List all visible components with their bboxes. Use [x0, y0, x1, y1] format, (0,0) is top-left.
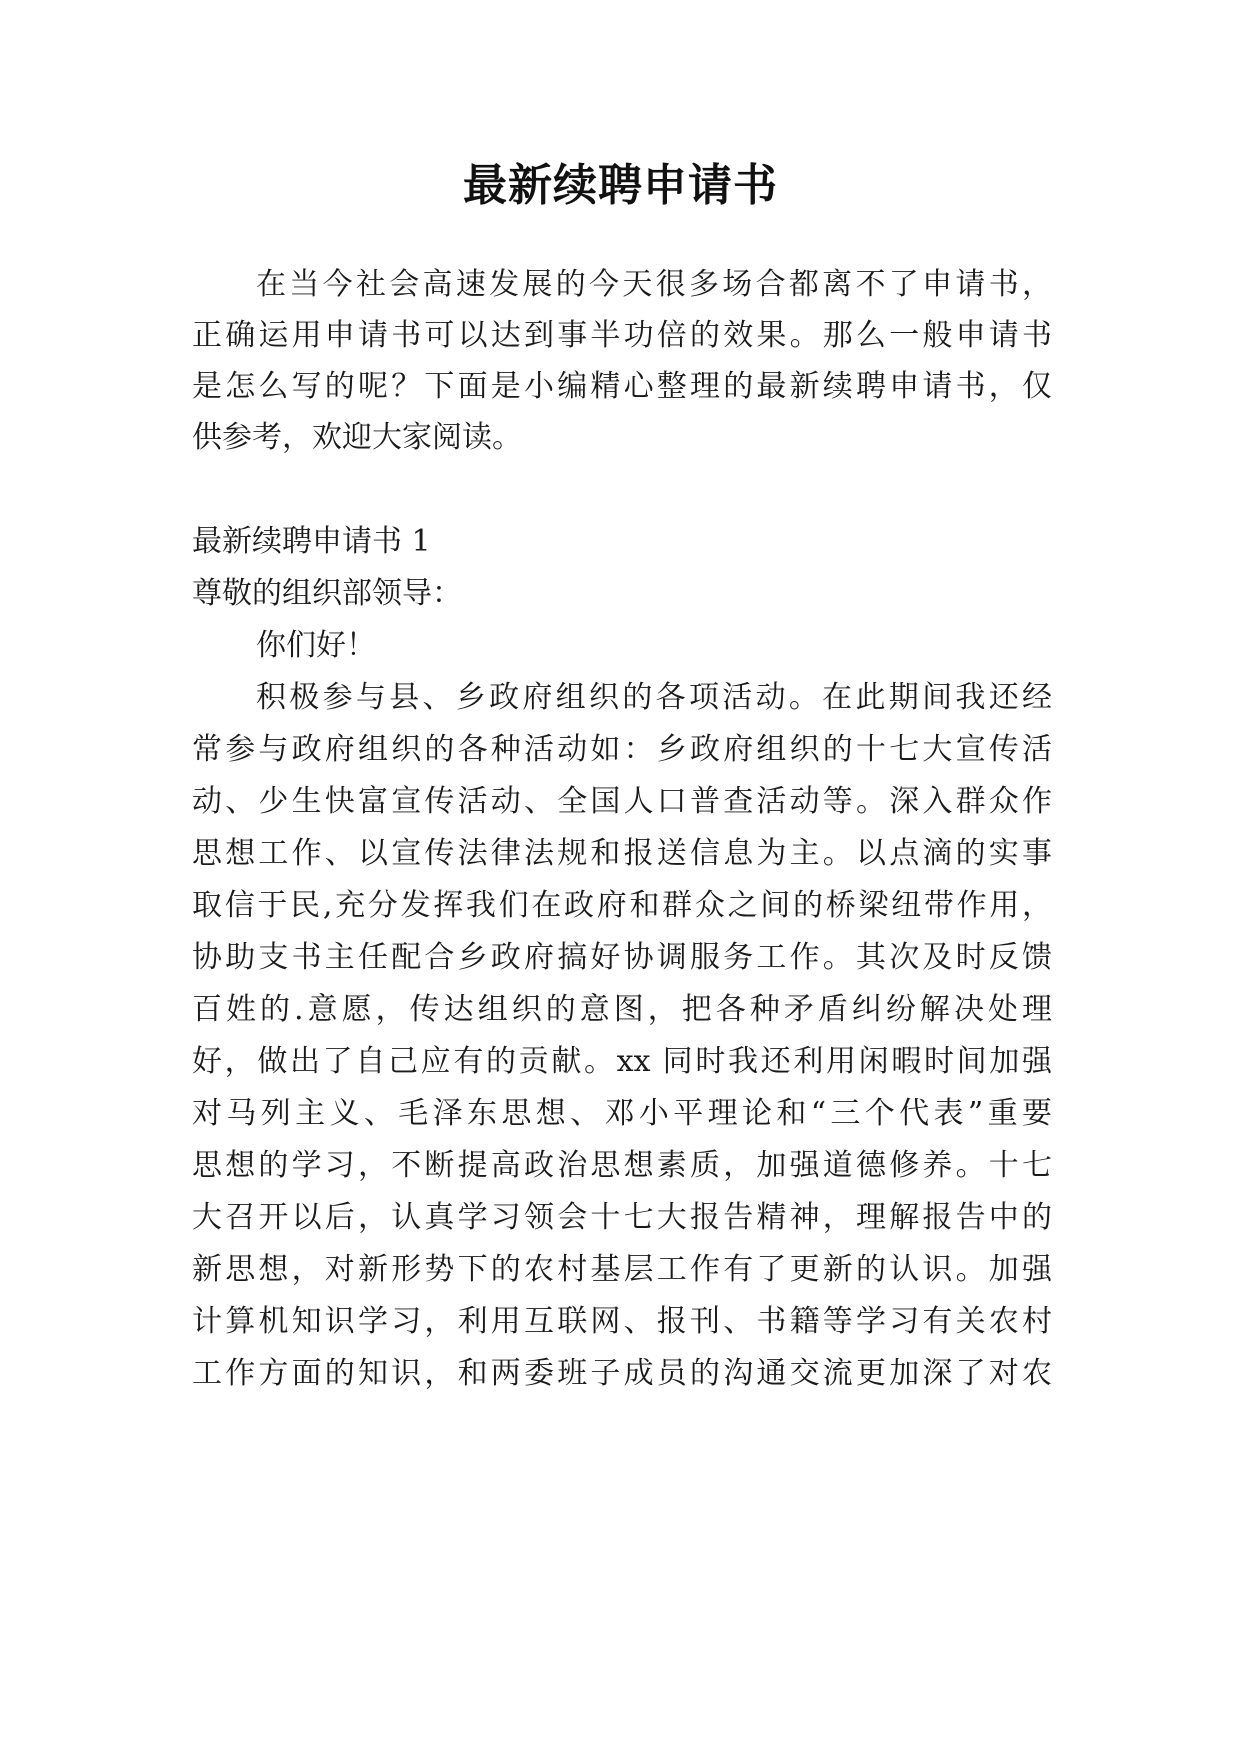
intro-line: 在当今社会高速发展的今天很多场合都离不了申请书，: [256, 267, 1052, 302]
document-title: 最新续聘申请书: [463, 160, 778, 211]
body-line: 思想的学习，不断提高政治思想素质，加强道德修养。十七: [192, 1148, 1052, 1183]
greeting: 你们好！: [256, 628, 376, 663]
body-line: 动、少生快富宣传活动、全国人口普查活动等。深入群众作: [192, 784, 1052, 819]
body-line: 计算机知识学习，利用互联网、报刊、书籍等学习有关农村: [192, 1304, 1052, 1339]
body-line: 协助支书主任配合乡政府搞好协调服务工作。其次及时反馈: [192, 940, 1052, 975]
body-line: 大召开以后，认真学习领会十七大报告精神，理解报告中的: [192, 1200, 1052, 1235]
body-line: 新思想，对新形势下的农村基层工作有了更新的认识。加强: [192, 1252, 1052, 1287]
body-line: 积极参与县、乡政府组织的各项活动。在此期间我还经: [256, 680, 1052, 715]
intro-line: 供参考，欢迎大家阅读。: [192, 420, 522, 455]
body-line: 对马列主义、毛泽东思想、邓小平理论和“三个代表”重要: [192, 1096, 1052, 1131]
intro-line: 是怎么写的呢？下面是小编精心整理的最新续聘申请书，仅: [192, 369, 1052, 404]
body-line: 工作方面的知识，和两委班子成员的沟通交流更加深了对农: [192, 1356, 1052, 1391]
salutation: 尊敬的组织部领导：: [192, 576, 462, 611]
intro-line: 正确运用申请书可以达到事半功倍的效果。那么一般申请书: [192, 318, 1052, 353]
body-line: 思想工作、以宣传法律法规和报送信息为主。以点滴的实事: [192, 836, 1052, 871]
body-line: 好，做出了自己应有的贡献。xx 同时我还利用闲暇时间加强: [192, 1044, 1052, 1079]
section-heading: 最新续聘申请书 1: [192, 524, 431, 559]
body-line: 常参与政府组织的各种活动如：乡政府组织的十七大宣传活: [192, 732, 1052, 767]
body-line: 取信于民,充分发挥我们在政府和群众之间的桥梁纽带作用，: [192, 888, 1052, 923]
body-line: 百姓的.意愿，传达组织的意图，把各种矛盾纠纷解决处理: [192, 992, 1052, 1027]
